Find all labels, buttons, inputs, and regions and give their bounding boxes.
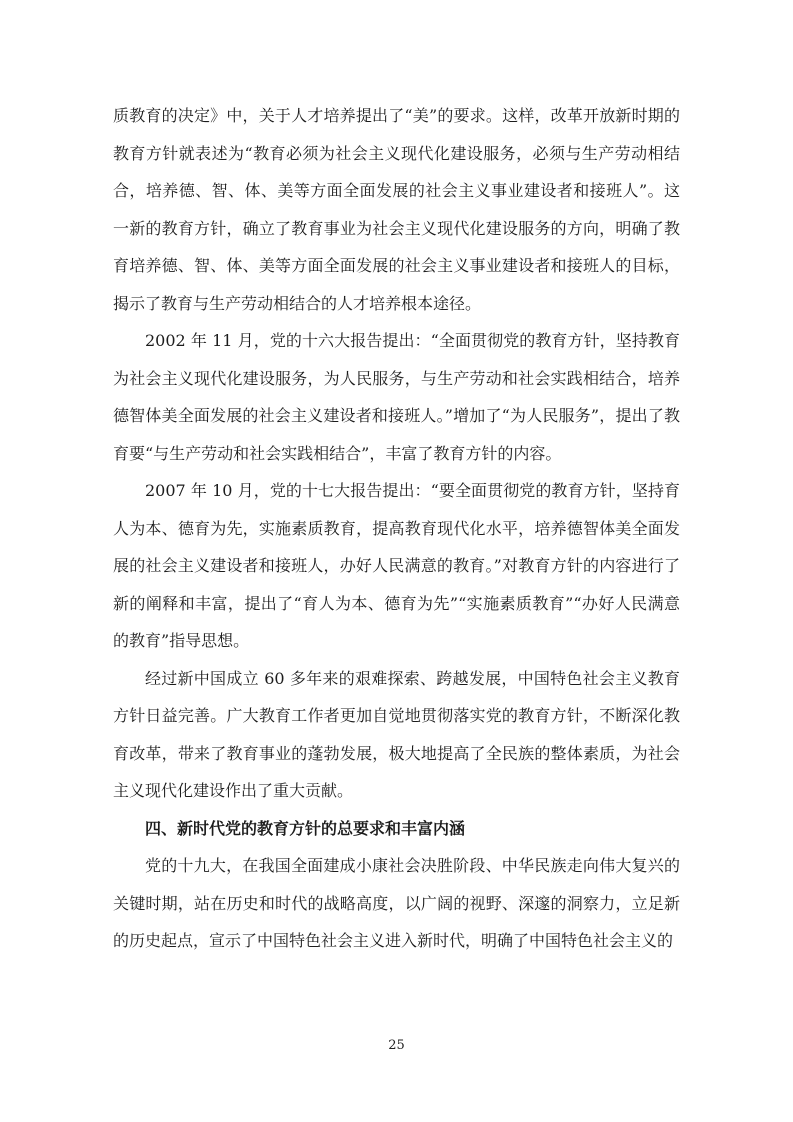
- paragraph-17th-congress: 2007 年 10 月，党的十七大报告提出：“要全面贯彻党的教育方针，坚持育人为本、德育为先，实施素质教育，提高教育现代化水平，培养德智体美全面发展的社会主义建设者和接班人，办好人民满意的教育。”对教育方针的内容进行了新的阐释和丰富，提出了“育人为本、德育为先”“实施素质教育”“办好人民满意的教育”指导思想。: [113, 481, 680, 650]
- paragraph-16th-congress: 2002 年 11 月，党的十六大报告提出：“全面贯彻党的教育方针，坚持教育为社会主义现代化建设服务，为人民服务，与生产劳动和社会实践相结合，培养德智体美全面发展的社会主义建设者和接班人。”增加了“为人民服务”，提出了教育要“与生产劳动和社会实践相结合”，丰富了教育方针的内容。: [113, 331, 680, 463]
- paragraph-summary-60-years: 经过新中国成立 60 多年来的艰难探索、跨越发展，中国特色社会主义教育方针日益完善。广大教育工作者更加自觉地贯彻落实党的教育方针，不断深化教育改革，带来了教育事业的蓬勃发展，极大地提高了全民族的整体素质，为社会主义现代化建设作出了重大贡献。: [113, 668, 680, 800]
- section-heading: 四、新时代党的教育方针的总要求和丰富内涵: [145, 818, 466, 838]
- paragraph-continuation: 质教育的决定》中，关于人才培养提出了“美”的要求。这样，改革开放新时期的教育方针就表述为“教育必须为社会主义现代化建设服务，必须与生产劳动相结合，培养德、智、体、美等方面全面发展的社会主义事业建设者和接班人”。这一新的教育方针，确立了教育事业为社会主义现代化建设服务的方向，明确了教育培养德、智、体、美等方面全面发展的社会主义事业建设者和接班人的目标，揭示了教育与生产劳动相结合的人才培养根本途径。: [113, 106, 680, 313]
- page-number: 25: [388, 1038, 405, 1053]
- paragraph-19th-congress: 党的十九大，在我国全面建成小康社会决胜阶段、中华民族走向伟大复兴的关键时期，站在历史和时代的战略高度，以广阔的视野、深邃的洞察力，立足新的历史起点，宣示了中国特色社会主义进入新时代，明确了中国特色社会主义的: [113, 856, 680, 950]
- document-body: [113, 97, 680, 960]
